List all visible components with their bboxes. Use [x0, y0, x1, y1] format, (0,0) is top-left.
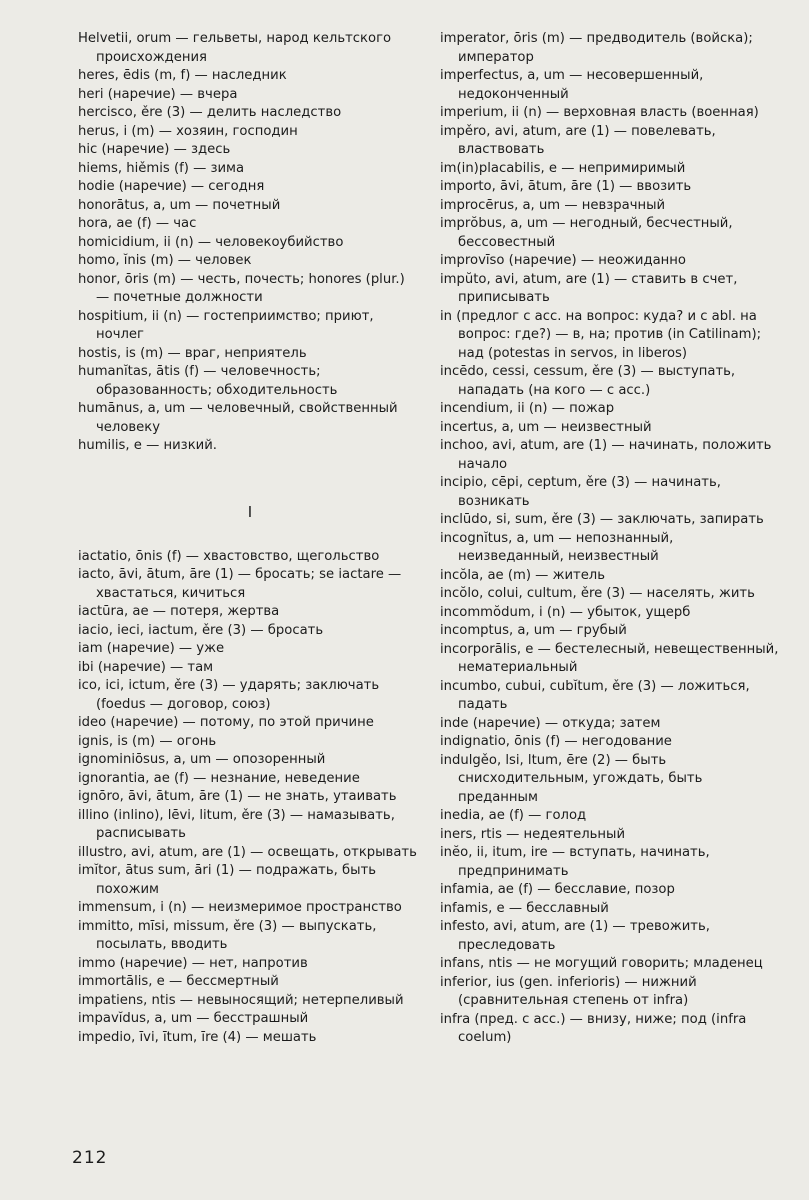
entry: iactatio, ōnis (f) — хвастовство, щегольство: [78, 548, 380, 564]
entry: infamis, e — бесславный: [440, 900, 609, 916]
h-entries: [78, 30, 422, 456]
entry: Helvetii, orum — гельветы, народ кельтского происхождения: [78, 31, 392, 65]
entry: ibi (наречие) — там: [78, 659, 214, 675]
entry: imperator, ōris (m) — предводитель (войска); император: [440, 31, 753, 65]
entry: incumbo, cubui, cubĭtum, ěre (3) — ложиться, падать: [440, 678, 750, 712]
entry: impŭto, avi, atum, are (1) — ставить в счет, приписывать: [440, 271, 738, 305]
i-entries: [78, 548, 422, 1048]
entry: homo, ĭnis (m) — человек: [78, 253, 252, 268]
entry: incēdo, cessi, cessum, ěre (3) — выступать, нападать (на кого — с acc.): [440, 364, 736, 398]
entry: ico, ici, ictum, ěre (3) — ударять; заключать (foedus — договор, союз): [78, 678, 380, 712]
entry: honorātus, a, um — почетный: [78, 197, 281, 213]
entry: inedia, ae (f) — голод: [440, 808, 587, 823]
entry: inferior, ius (gen. inferioris) — нижний (сравнительная степень от infra): [440, 974, 697, 1008]
entry: inchoo, avi, atum, are (1) — начинать, положить начало: [440, 438, 772, 472]
entry: hic (наречие) — здесь: [78, 142, 231, 157]
entry: hora, ae (f) — час: [78, 216, 197, 231]
entry: iners, rtis — недеятельный: [440, 826, 626, 842]
entry: ignōro, āvi, ātum, āre (1) — не знать, утаивать: [78, 789, 397, 804]
entry: humilis, e — низкий.: [78, 438, 217, 453]
entry: infesto, avi, atum, are (1) — тревожить, преследовать: [440, 919, 710, 953]
entry: iam (наречие) — уже: [78, 641, 225, 656]
entry: incomptus, a, um — грубый: [440, 623, 627, 638]
entry: honor, ōris (m) — честь, почесть; honores (plur.) — почетные должности: [78, 271, 405, 305]
entry: impěro, avi, atum, are (1) — повелевать, властвовать: [440, 123, 716, 157]
entry: hospitium, ii (n) — гостеприимство; приют, ночлег: [78, 308, 374, 342]
page-number: 212: [72, 1148, 108, 1168]
entry: improcērus, a, um — невзрачный: [440, 197, 666, 213]
entry: ignis, is (m) — огонь: [78, 733, 217, 749]
entry: incertus, a, um — неизвестный: [440, 419, 652, 435]
entry: incognĭtus, a, um — непознанный, неизведанный, неизвестный: [440, 530, 674, 564]
entry: impatiens, ntis — невыносящий; нетерпеливый: [78, 992, 404, 1008]
entry: incendium, ii (n) — пожар: [440, 401, 615, 416]
entry: incommŏdum, i (n) — убыток, ущерб: [440, 604, 691, 620]
entry: incŏlo, colui, cultum, ěre (3) — населять, жить: [440, 586, 755, 601]
entry: ideo (наречие) — потому, по этой причине: [78, 715, 374, 730]
entry: in (предлог с acc. на вопрос: куда? и с abl. на вопрос: где?) — в, на; против (in Catilinam); над (potestas in servos, in liberos): [440, 308, 762, 361]
entry: hiems, hiěmis (f) — зима: [78, 160, 245, 176]
entry: im(in)placabilis, e — непримиримый: [440, 160, 686, 176]
right-column: [440, 30, 782, 1048]
entry: ignominiōsus, a, um — опозоренный: [78, 752, 326, 767]
entry: importo, āvi, ātum, āre (1) — ввозить: [440, 179, 692, 194]
section-heading: I: [247, 502, 253, 521]
entry: heri (наречие) — вчера: [78, 86, 238, 102]
entry: immitto, mīsi, missum, ěre (3) — выпускать, посылать, вводить: [78, 918, 377, 952]
entry: inde (наречие) — откуда; затем: [440, 715, 661, 731]
entry: humanĭtas, ātis (f) — человечность; образованность; обходительность: [78, 364, 338, 398]
entry: inĕo, ii, itum, ire — вступать, начинать, предпринимать: [440, 845, 710, 879]
entry: illino (inlino), lēvi, litum, ěre (3) — намазывать, расписывать: [78, 807, 395, 841]
entry: indulgěo, lsi, ltum, ēre (2) — быть снисходительным, угождать, быть преданным: [440, 752, 703, 805]
left-column: [78, 30, 422, 1047]
entry: immo (наречие) — нет, напротив: [78, 955, 308, 971]
entry: impavĭdus, a, um — бесстрашный: [78, 1011, 309, 1026]
entry: imperium, ii (n) — верховная власть (военная): [440, 105, 759, 120]
entry: hodie (наречие) — сегодня: [78, 179, 265, 194]
entry: hostis, is (m) — враг, неприятель: [78, 345, 307, 361]
entry: iacto, āvi, ātum, āre (1) — бросать; se iactare — хвастаться, кичиться: [78, 567, 402, 601]
entry: iactūra, ae — потеря, жертва: [78, 604, 280, 619]
entry: herus, i (m) — хозяин, господин: [78, 123, 298, 139]
entry: hercisco, ěre (3) — делить наследство: [78, 105, 342, 120]
entry: indignatio, ōnis (f) — негодование: [440, 734, 672, 749]
entry: illustro, avi, atum, are (1) — освещать, открывать: [78, 844, 417, 860]
entry: iacio, ieci, iactum, ěre (3) — бросать: [78, 622, 324, 638]
entry: ignorantia, ae (f) — незнание, неведение: [78, 770, 360, 786]
entry: homicidium, ii (n) — человекоубийство: [78, 234, 344, 250]
entry: improvīso (наречие) — неожиданно: [440, 253, 686, 268]
entry: infans, ntis — не могущий говорить; младенец: [440, 956, 763, 971]
entry: immensum, i (n) — неизмеримое пространство: [78, 900, 402, 915]
entry: heres, ēdis (m, f) — наследник: [78, 68, 287, 83]
entry: incŏla, ae (m) — житель: [440, 567, 606, 583]
entry: impedio, īvi, ītum, īre (4) — мешать: [78, 1029, 317, 1045]
entry: incipio, cēpi, ceptum, ěre (3) — начинать, возникать: [440, 475, 721, 509]
entry: infamia, ae (f) — бесславие, позор: [440, 882, 675, 897]
entry: inclūdo, si, sum, ěre (3) — заключать, запирать: [440, 512, 764, 527]
entry: imperfectus, a, um — несовершенный, недоконченный: [440, 68, 704, 102]
entry: imprŏbus, a, um — негодный, бесчестный, бессовестный: [440, 216, 733, 250]
entry: imĭtor, ātus sum, āri (1) — подражать, быть похожим: [78, 863, 377, 897]
entry: incorporālis, e — бестелесный, невещественный, нематериальный: [440, 641, 779, 675]
entry: immortālis, e — бессмертный: [78, 974, 279, 989]
entry: infra (пред. с acc.) — внизу, ниже; под (infra coelum): [440, 1011, 747, 1045]
entry: humānus, a, um — человечный, свойственный человеку: [78, 401, 398, 435]
